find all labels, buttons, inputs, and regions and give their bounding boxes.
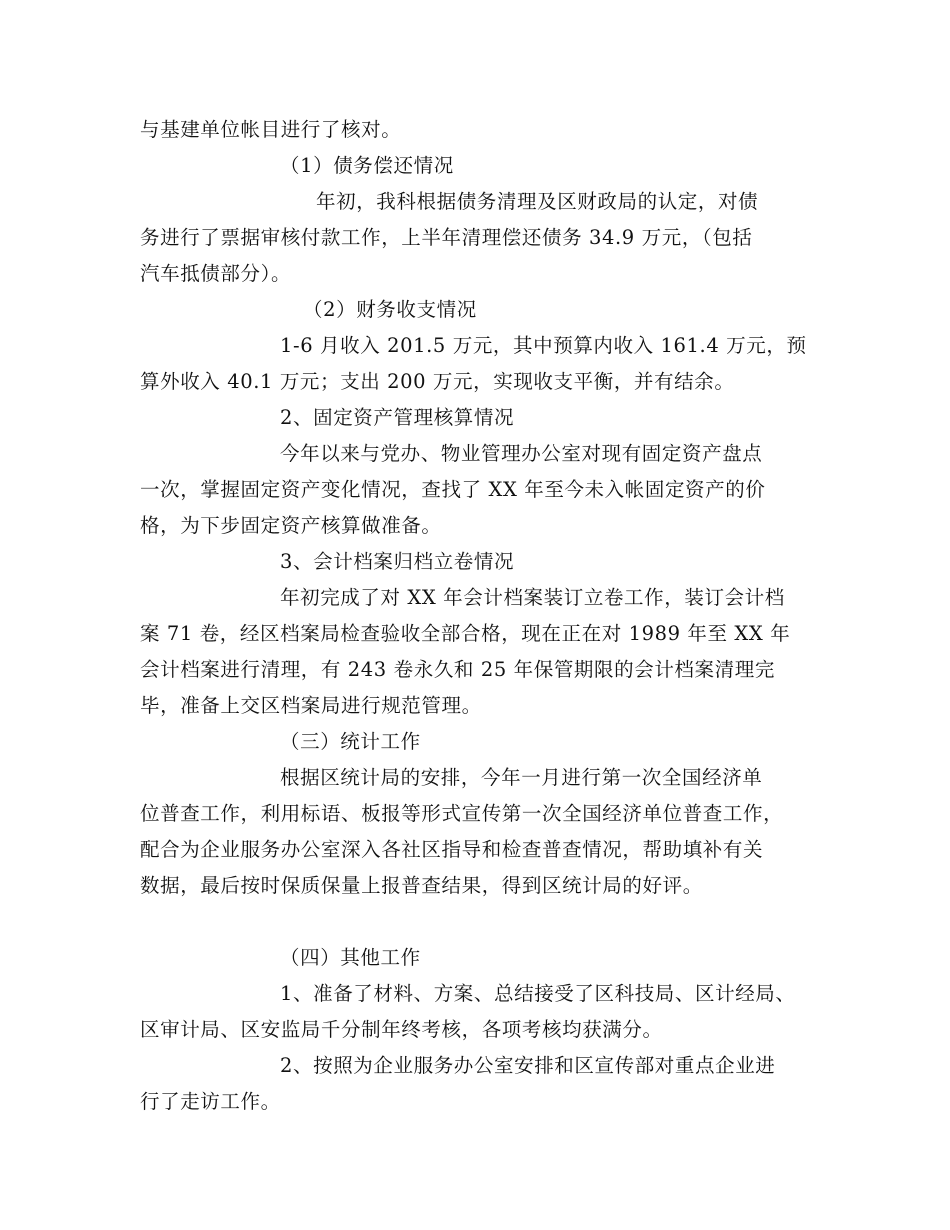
section-heading: （2）财务收支情况 [303, 298, 477, 321]
text-line: 数据，最后按时保质保量上报普查结果，得到区统计局的好评。 [140, 874, 703, 897]
section-heading: （1）债务偿还情况 [280, 154, 454, 177]
text-line: 年初，我科根据债务清理及区财政局的认定，对债 [316, 190, 759, 213]
section-heading: 3、会计档案归档立卷情况 [280, 550, 515, 573]
section-heading: （四）其他工作 [280, 946, 421, 969]
text-line: 毕，准备上交区档案局进行规范管理。 [140, 694, 482, 717]
text-line: 今年以来与党办、物业管理办公室对现有固定资产盘点 [280, 442, 763, 465]
text-line: 1、准备了材料、方案、总结接受了区科技局、区计经局、 [280, 982, 796, 1005]
text-line: 一次，掌握固定资产变化情况，查找了 XX 年至今未入帐固定资产的价 [140, 478, 766, 501]
text-line: 案 71 卷，经区档案局检查验收全部合格，现在正在对 1989 年至 XX 年 [140, 622, 791, 645]
text-line: 位普查工作，利用标语、板报等形式宣传第一次全国经济单位普查工作， [140, 802, 784, 825]
text-line: 汽车抵债部分）。 [140, 262, 292, 285]
section-heading: （三）统计工作 [280, 730, 421, 753]
section-heading: 2、固定资产管理核算情况 [280, 406, 515, 429]
text-line: 算外收入 40.1 万元；支出 200 万元，实现收支平衡，并有结余。 [140, 370, 735, 393]
text-line: 年初完成了对 XX 年会计档案装订立卷工作，装订会计档 [280, 586, 785, 609]
text-line: 会计档案进行清理，有 243 卷永久和 25 年保管期限的会计档案清理完 [140, 658, 775, 681]
text-line: 配合为企业服务办公室深入各社区指导和检查普查情况，帮助填补有关 [140, 838, 764, 861]
text-line: 格，为下步固定资产核算做准备。 [140, 514, 442, 537]
text-line: 务进行了票据审核付款工作，上半年清理偿还债务 34.9 万元，（包括 [140, 226, 753, 249]
text-line: 与基建单位帐目进行了核对。 [140, 118, 402, 141]
text-line: 根据区统计局的安排，今年一月进行第一次全国经济单 [280, 766, 763, 789]
text-line: 区审计局、区安监局千分制年终考核，各项考核均获满分。 [140, 1018, 663, 1041]
text-line: 1-6 月收入 201.5 万元，其中预算内收入 161.4 万元，预 [280, 334, 807, 357]
text-line: 2、按照为企业服务办公室安排和区宣传部对重点企业进 [280, 1054, 776, 1077]
text-line: 行了走访工作。 [140, 1090, 281, 1113]
